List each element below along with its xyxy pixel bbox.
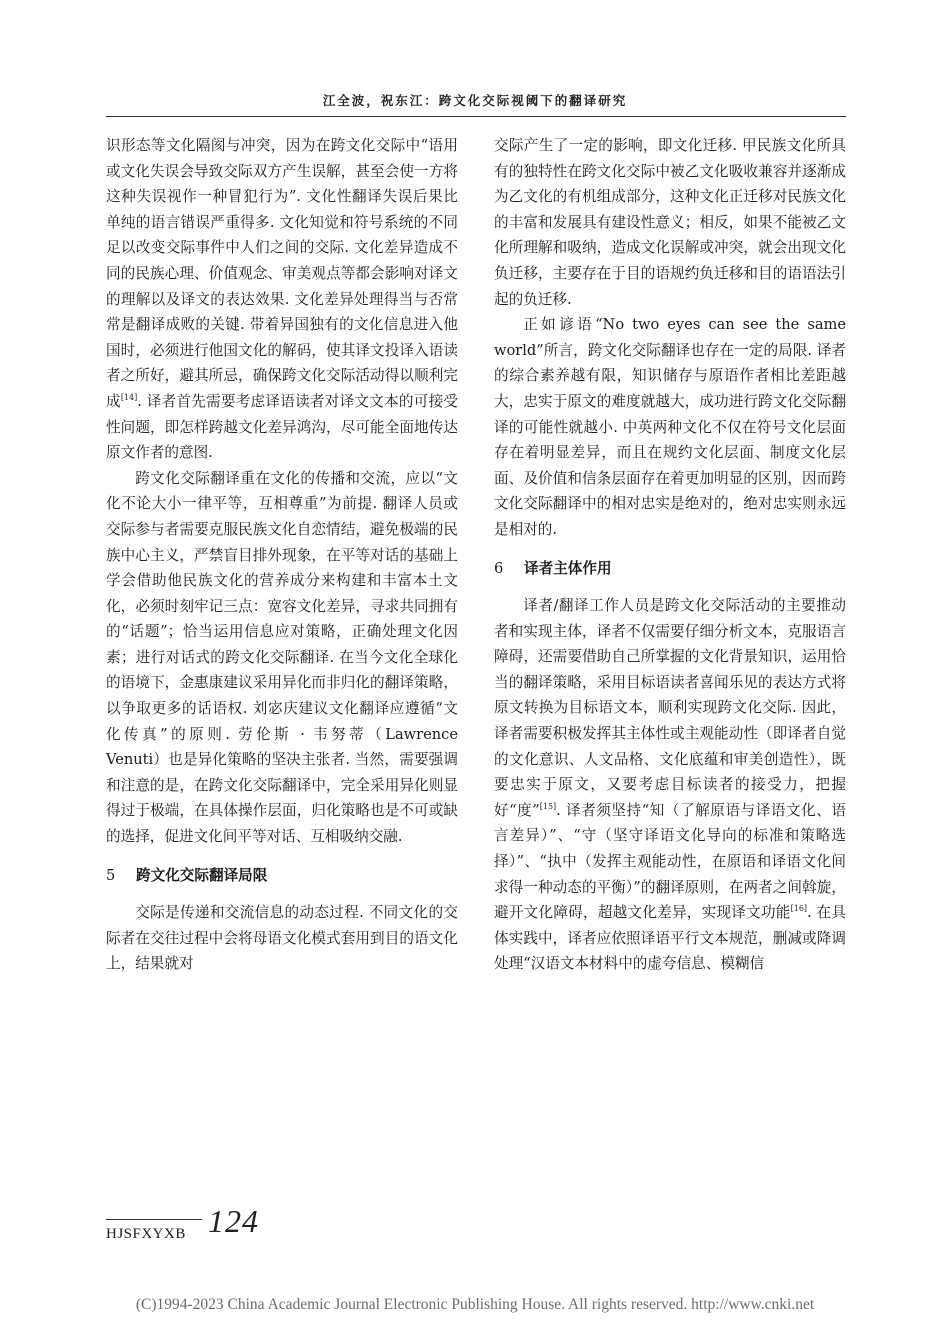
header-rule <box>106 116 846 117</box>
section-6-heading <box>494 556 846 582</box>
section-6-number: 6 <box>494 559 504 577</box>
running-head: 江全波，祝东江：跨文化交际视阈下的翻译研究 <box>322 93 628 108</box>
section-6-title: 译者主体作用 <box>524 559 612 577</box>
citation-16: [16] <box>790 904 808 914</box>
right-paragraph-2: 正如谚语“No two eyes can see the same world”所言，跨文化交际翻译也存在一定的局限. 译者的综合素养越有限，知识储存与原语作者相比差距越大，忠实于原文的难度就越大，成功进行跨文化交际翻译的可能性就越小. 中英两种文化不仅在符号文化层面存在着明显差异，而且在规约文化层面、制度文化层面、及价值和信条层面存在着更加明显的区别，因而跨文化交际翻译中的相对忠实是绝对的，绝对忠实则永远是相对的. <box>494 316 846 538</box>
right-paragraph-3 <box>494 593 846 977</box>
journal-code: HJSFXYXB <box>106 1226 186 1242</box>
right-column <box>494 133 846 977</box>
copyright-line: (C)1994-2023 China Academic Journal Electronic Publishing House. All rights reserved. http://www.cnki.net <box>135 1296 815 1313</box>
left-paragraph-2: 跨文化交际翻译重在文化的传播和交流，应以“文化不论大小一律平等，互相尊重”为前提. 翻译人员或交际参与者需要克服民族文化自恋情结，避免极端的民族中心主义，严禁盲目排外现象，在平等对话的基础上学会借助他民族文化的营养成分来构建和丰富本土文化，必须时刻牢记三点：宽容文化差异，寻求共同拥有的“话题”；恰当运用信息应对策略，正确处理文化因素；进行对话式的跨文化交际翻译. 在当今文化全球化的语境下，金惠康建议采用异化而非归化的翻译策略，以争取更多的话语权. 刘宓庆建议文化翻译应遵循“文化传真”的原则. 劳伦斯 · 韦努蒂（Lawrence Venuti）也是异化策略的坚决主张者. 当然，需要强调和注意的是，在跨文化交际翻译中，完全采用异化则显得过于极端，在具体操作层面，归化策略也是不可或缺的选择，促进文化间平等对话、互相吸纳交融. <box>106 469 458 846</box>
footer-rule <box>106 1219 202 1220</box>
left-paragraph-1-tail: . 译者首先需要考虑译语读者对译文文本的可接受性问题，即怎样跨越文化差异鸿沟，尽可能全面地传达原文作者的意图. <box>106 392 458 462</box>
citation-14: [14] <box>120 392 138 402</box>
left-paragraph-1-text: 识形态等文化隔阂与冲突，因为在跨文化交际中“语用或文化失误会导致交际双方产生误解，甚至会使一方将这种失误视作一种冒犯行为”. 文化性翻译失误后果比单纯的语言错误严重得多. 文化知觉和符号系统的不同足以改变交际事件中人们之间的交际. 文化差异造成不同的民族心理、价值观念、审美观点等都会影响对译文的理解以及译文的表达效果. 文化差异处理得当与否常常是翻译成败的关键. 带着异国独有的文化信息进入他国时，必须进行他国文化的解码，使其译文投译入语读者之所好，避其所忌，确保跨文化交际活动得以顺利完成 <box>106 137 458 410</box>
right-paragraph-3a: 译者/翻译工作人员是跨文化交际活动的主要推动者和实现主体，译者不仅需要仔细分析文本，克服语言障碍，还需要借助自己所掌握的文化背景知识，运用恰当的翻译策略，采用目标语读者喜闻乐见的表达方式将原文转换为目标语文本，顺利实现跨文化交际. 因此，译者需要积极发挥其主体性或主观能动性（即译者自觉的文化意识、人文品格、文化底蕴和审美创造性），既要忠实于原文，又要考虑目标读者的接受力，把握好“度” <box>494 597 846 819</box>
right-paragraph-1: 交际产生了一定的影响，即文化迁移. 甲民族文化所具有的独特性在跨文化交际中被乙文化吸收兼容并逐渐成为乙文化的有机组成部分，这种文化正迁移对民族文化的丰富和发展具有建设性意义；相反，如果不能被乙文化所理解和吸纳，造成文化误解或冲突，就会出现文化负迁移，主要存在于目的语规约负迁移和目的语语法引起的负迁移. <box>494 137 846 308</box>
right-paragraph-3b: . 译者须坚持“知（了解原语与译语文化、语言差异）”、“守（坚守译语文化导向的标准和策略选择）”、“执中（发挥主观能动性，在原语和译语文化间求得一种动态的平衡）”的翻译原则，在两者之间斡旋，避开文化障碍，超越文化差异，实现译文功能 <box>494 801 846 922</box>
page-number: 124 <box>208 1203 259 1239</box>
left-column <box>106 133 458 977</box>
left-paragraph-3: 交际是传递和交流信息的动态过程. 不同文化的交际者在交往过程中会将母语文化模式套用到目的语文化上，结果就对 <box>106 904 458 973</box>
right-paragraph-3c: . 在具体实践中，译者应依照译语平行文本规范，删减或降调处理“汉语文本材料中的虚夸信息、模糊信 <box>494 904 846 973</box>
section-5-title: 跨文化交际翻译局限 <box>136 866 268 884</box>
left-paragraph-1 <box>106 133 458 466</box>
section-5-number: 5 <box>106 866 116 884</box>
section-5-heading <box>106 863 458 889</box>
citation-15: [15] <box>539 801 557 811</box>
